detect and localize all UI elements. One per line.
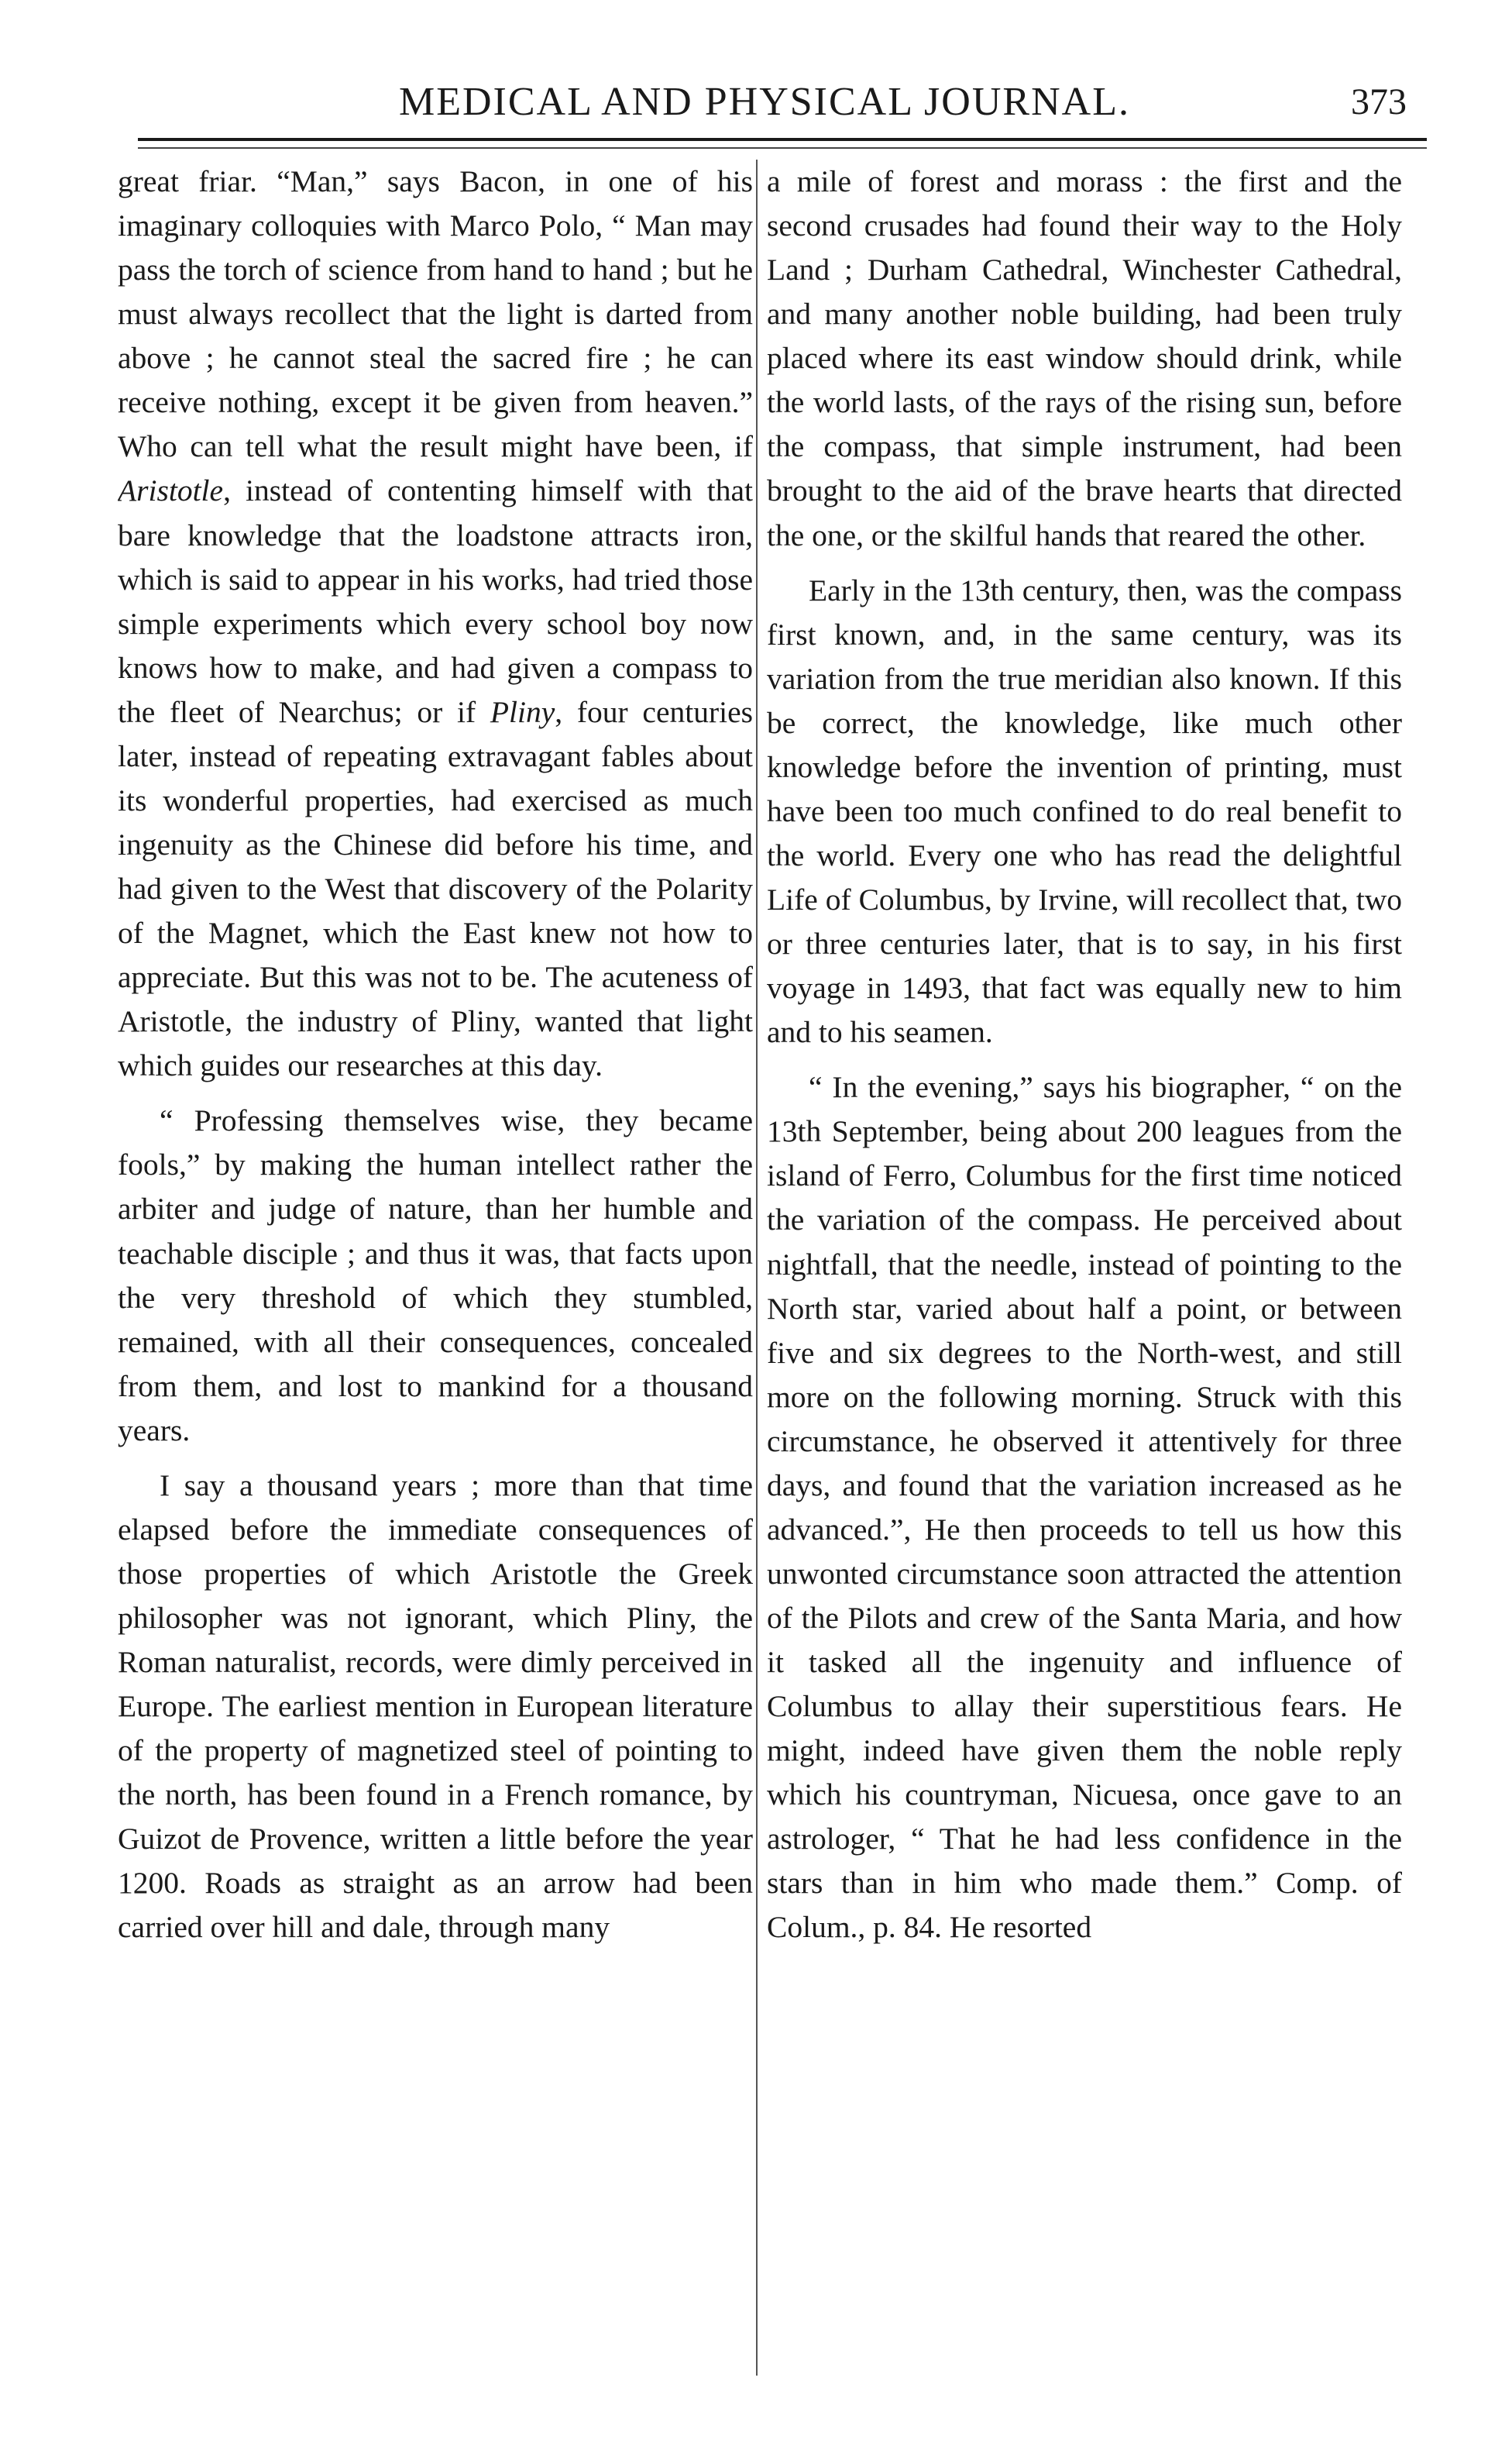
left-paragraph-2: “ Professing themselves wise, they became fools,” by making the human intellect rather the arbiter and judge of nature, than her humble and teachable disciple ; and thus it was, that facts upon the very threshold of which they stumbled, remained, with all their consequences, concealed from them, and lost to mankind for a thousand years.	[118, 1103, 753, 1447]
right-column	[767, 160, 1402, 2376]
left-column	[118, 160, 753, 2376]
running-head	[0, 71, 1512, 133]
left-p1-text-a: great friar. “Man,” says Bacon, in one of his imaginary colloquies with Marco Polo, “ Man may pass the torch of science from hand to hand ; but he must always recollect that the light is darted from above ; he cannot steal the sacred fire ; he can receive nothing, except it be given from heaven.” Who can tell what the result might have been, if	[118, 164, 753, 464]
page-number: 373	[1351, 81, 1407, 122]
right-paragraph-3: “ In the evening,” says his biographer, “ on the 13th September, being about 200 leagues from the island of Ferro, Columbus for the first time noticed the variation of the compass. He perceived about nightfall, that the needle, instead of pointing to the North star, varied about half a point, or between five and six degrees to the North-west, and still more on the following morning. Struck with this circumstance, he observed it attentively for three days, and found that the variation increased as he advanced.”, He then proceeds to tell us how this unwonted circumstance soon attracted the attention of the Pilots and crew of the Santa Maria, and how it tasked all the ingenuity and influence of Columbus to allay their superstitious fears. He might, indeed have given them the noble reply which his countryman, Nicuesa, once gave to an astrologer, “ That he had less confidence in the stars than in him who made them.” Comp. of Colum., p. 84. He resorted	[767, 1070, 1402, 1945]
left-p1-text-e: , four centuries later, instead of repeating extravagant fables about its wonderful properties, had exercised as much ingenuity as the Chinese did before his time, and had given to the West that discovery of the Polarity of the Magnet, which the East knew not how to appreciate. But this was not to be. The acuteness of Aristotle, the industry of Pliny, wanted that light which guides our researches at this day.	[118, 694, 753, 1083]
left-p1-text-c: , instead of contenting himself with that bare knowledge that the loadstone attracts iron, which is said to appear in his works, had tried those simple experiments which every school boy now knows how to make, and had given a compass to the fleet of Nearchus; or if	[118, 473, 753, 729]
header-rule-thick	[138, 138, 1427, 141]
right-paragraph-1: a mile of forest and morass : the first and the second crusades had found their way to the Holy Land ; Durham Cathedral, Winchester Cathedral, and many another noble building, had been truly placed where its east window should drink, while the world lasts, of the rays of the rising sun, before the compass, that simple instrument, had been brought to the aid of the brave hearts that directed the one, or the skilful hands that reared the other.	[767, 164, 1402, 552]
left-paragraph-3: I say a thousand years ; more than that time elapsed before the immediate consequences of those properties of which Aristotle the Greek philosopher was not ignorant, which Pliny, the Roman naturalist, records, were dimly perceived in Europe. The earliest mention in European literature of the property of magnetized steel of pointing to the north, has been found in a French romance, by Guizot de Provence, written a little before the year 1200. Roads as straight as an arrow had been carried over hill and dale, through many	[118, 1468, 753, 1945]
header-rule-thin	[138, 147, 1427, 149]
left-p1-pliny: Pliny	[490, 694, 555, 729]
left-paragraph-1	[118, 160, 753, 1088]
column-divider	[756, 160, 758, 2376]
right-paragraph-2: Early in the 13th century, then, was the compass first known, and, in the same century, was its variation from the true meridian also known. If this be correct, the knowledge, like much other knowledge before the invention of printing, must have been too much confined to do real benefit to the world. Every one who has read the delightful Life of Columbus, by Irvine, will recollect that, two or three centuries later, that is to say, in his first voyage in 1493, that fact was equally new to him and to his seamen.	[767, 573, 1402, 1050]
running-title: MEDICAL AND PHYSICAL JOURNAL.	[399, 80, 1130, 124]
left-p1-aristotle: Aristotle	[118, 473, 224, 508]
